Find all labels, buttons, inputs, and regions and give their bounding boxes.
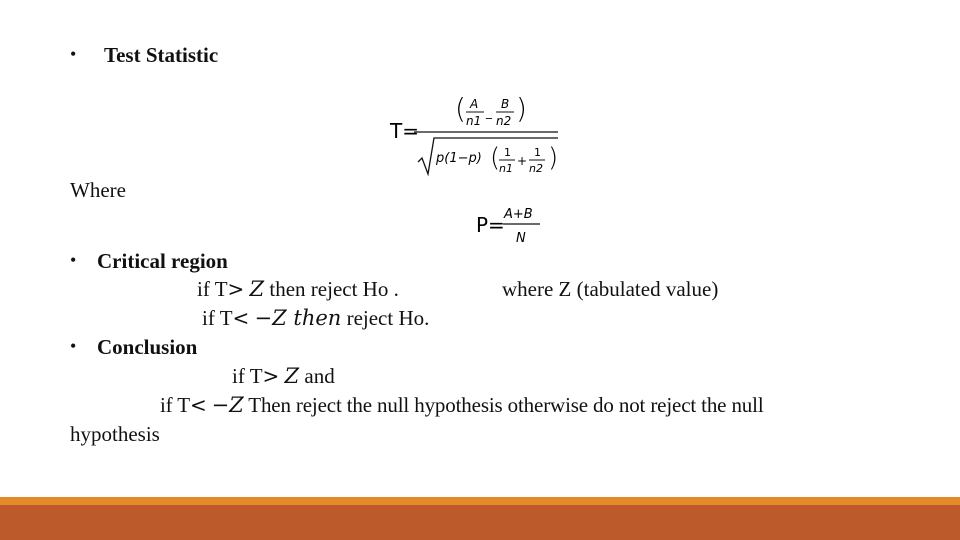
formula-p-den: N <box>516 231 526 246</box>
c1-suffix: and <box>299 364 335 388</box>
bullet-critical-region: • <box>70 250 77 270</box>
bullet-conclusion: • <box>70 336 77 356</box>
where-label: Where <box>70 178 126 202</box>
formula-t-num-close-paren: ) <box>516 92 527 125</box>
formula-t <box>380 92 570 178</box>
c2-lt: < <box>189 393 207 417</box>
formula-t-den-one-b: 1 <box>534 146 541 159</box>
critical-region-z-note: where Z (tabulated value) <box>502 277 719 301</box>
formula-t-num-a: A <box>470 97 479 111</box>
critical-region-line-1 <box>197 277 399 302</box>
c1-gt: > <box>262 364 280 388</box>
footer-stripe-light <box>0 497 960 505</box>
c2-suffix: Then reject the null hypothesis otherwise do not reject the null <box>243 393 764 417</box>
cr2-prefix: if T <box>202 306 233 330</box>
conclusion-line-1 <box>232 364 335 389</box>
cr2-neg-z-then: −Z then <box>254 306 342 330</box>
footer-stripe-dark <box>0 505 960 540</box>
cr1-z: Z <box>249 277 265 301</box>
formula-t-den-n1: n1 <box>499 162 513 175</box>
formula-t-num-b: B <box>501 97 510 111</box>
formula-t-den-one-a: 1 <box>504 146 511 159</box>
cr1-suffix: then reject Ho . <box>264 277 399 301</box>
cr1-gt: > <box>227 277 245 301</box>
critical-region-line-2 <box>202 306 429 331</box>
conclusion-heading: Conclusion <box>97 335 198 359</box>
formula-t-den-plus: + <box>517 154 528 168</box>
formula-p-num: A+B <box>504 207 533 222</box>
formula-t-den-open-paren: ( <box>490 143 501 173</box>
formula-t-den-n2: n2 <box>529 162 543 175</box>
c1-prefix: if T <box>232 364 263 388</box>
c2-neg-z: −Z <box>211 393 244 417</box>
conclusion-line-2 <box>160 393 764 418</box>
cr2-suffix: reject Ho. <box>341 306 430 330</box>
test-statistic-heading: Test Statistic <box>104 43 219 67</box>
cr1-prefix: if T <box>197 277 228 301</box>
formula-t-den-close-paren: ) <box>548 143 559 173</box>
critical-region-heading: Critical region <box>97 249 228 273</box>
formula-t-num-n2: n2 <box>496 114 512 128</box>
formula-t-lhs: T= <box>390 119 419 143</box>
formula-t-num-minus: _ <box>486 105 492 119</box>
formula-t-num-n1: n1 <box>466 114 482 128</box>
formula-p-lhs: P= <box>476 213 505 237</box>
bullet-test-statistic: • <box>70 44 77 64</box>
c1-z: Z <box>284 364 300 388</box>
conclusion-line-3: hypothesis <box>70 422 160 446</box>
c2-prefix: if T <box>160 393 190 417</box>
formula-t-den-p: p(1−p) <box>436 151 482 166</box>
cr2-lt: < <box>232 306 250 330</box>
formula-t-num-open-paren: ( <box>455 92 466 125</box>
formula-p <box>474 202 554 250</box>
